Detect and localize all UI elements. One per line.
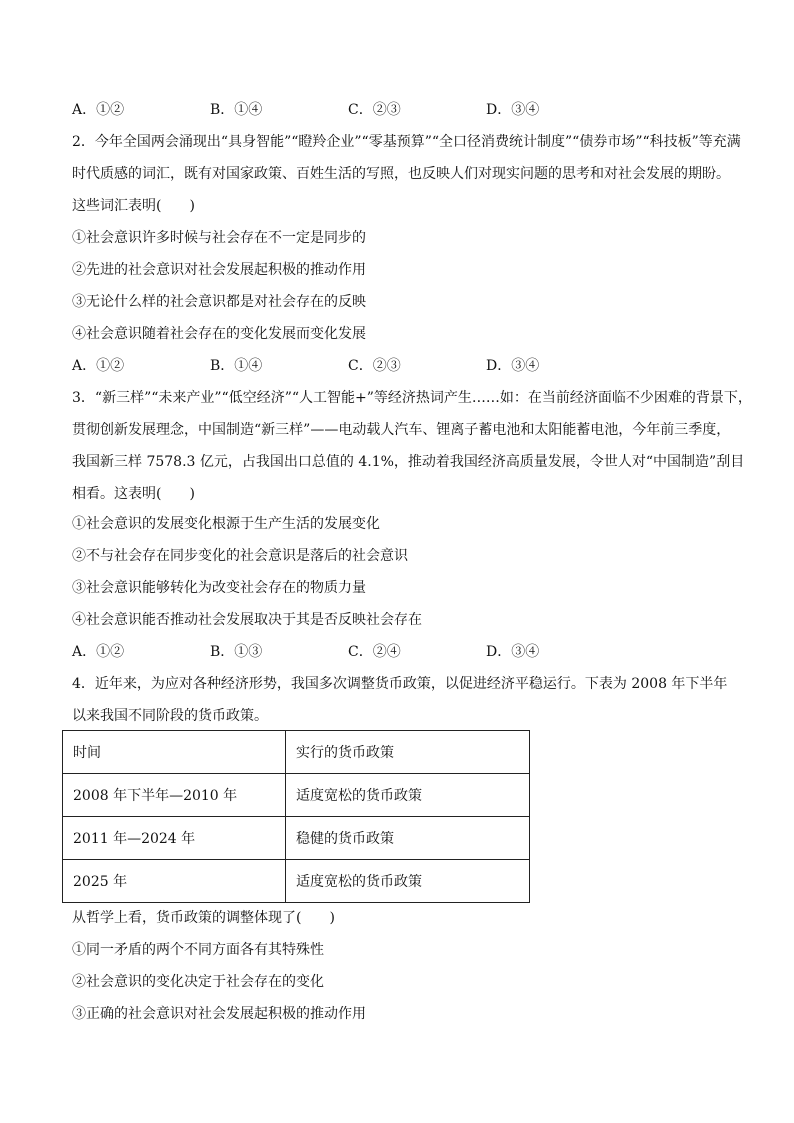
table-cell-policy: 适度宽松的货币政策 xyxy=(286,860,530,903)
q3-stem-line-3: 我国新三样 7578.3 亿元，占我国出口总值的 4.1%，推动着我国经济高质量发展，令世人对“中国制造”刮目 xyxy=(72,454,745,470)
q2-option-c[interactable]: C．②③ xyxy=(348,358,401,374)
q2-option-b[interactable]: B．①④ xyxy=(210,358,263,374)
table-header-policy: 实行的货币政策 xyxy=(286,731,530,774)
q1-option-c[interactable]: C．②③ xyxy=(348,102,401,118)
q3-item-1: ①社会意识的发展变化根源于生产生活的发展变化 xyxy=(72,516,380,532)
q2-stem-line-3: 这些词汇表明( ) xyxy=(72,198,195,214)
q3-item-4: ④社会意识能否推动社会发展取决于其是否反映社会存在 xyxy=(72,612,422,628)
table-row xyxy=(63,817,530,860)
q3-option-d[interactable]: D．③④ xyxy=(486,644,540,660)
table-header-row xyxy=(63,731,530,774)
q2-options xyxy=(72,356,732,376)
table-row xyxy=(63,774,530,817)
table-cell-policy: 稳健的货币政策 xyxy=(286,817,530,860)
q1-option-b[interactable]: B．①④ xyxy=(210,102,263,118)
q2-item-1: ①社会意识许多时候与社会存在不一定是同步的 xyxy=(72,230,366,246)
q1-options xyxy=(72,100,732,120)
monetary-policy-table xyxy=(62,730,530,903)
q4-question: 从哲学上看，货币政策的调整体现了( ) xyxy=(72,910,335,926)
q3-option-b[interactable]: B．①③ xyxy=(210,644,263,660)
q2-option-d[interactable]: D．③④ xyxy=(486,358,540,374)
q2-stem-line-2: 时代质感的词汇，既有对国家政策、百姓生活的写照，也反映人们对现实问题的思考和对社会发展的期盼。 xyxy=(72,166,730,182)
table-cell-time: 2011 年—2024 年 xyxy=(63,817,286,860)
table-cell-time: 2025 年 xyxy=(63,860,286,903)
q3-stem-line-4: 相看。这表明( ) xyxy=(72,486,195,502)
q3-item-3: ③社会意识能够转化为改变社会存在的物质力量 xyxy=(72,580,366,596)
table-cell-time: 2008 年下半年—2010 年 xyxy=(63,774,286,817)
q2-item-3: ③无论什么样的社会意识都是对社会存在的反映 xyxy=(72,294,366,310)
table-cell-policy: 适度宽松的货币政策 xyxy=(286,774,530,817)
q1-option-a[interactable]: A．①② xyxy=(72,102,125,118)
table-row xyxy=(63,860,530,903)
q2-option-a[interactable]: A．①② xyxy=(72,358,125,374)
q2-stem-line-1: 2．今年全国两会涌现出“具身智能”“瞪羚企业”“零基预算”“全口径消费统计制度”“债券市场”“科技板”等充满 xyxy=(72,134,741,150)
q4-item-3: ③正确的社会意识对社会发展起积极的推动作用 xyxy=(72,1006,366,1022)
q4-item-2: ②社会意识的变化决定于社会存在的变化 xyxy=(72,974,324,990)
q3-options xyxy=(72,642,732,662)
table-header-time: 时间 xyxy=(63,731,286,774)
q3-stem-line-1: 3．“新三样”“未来产业”“低空经济”“人工智能+”等经济热词产生……如：在当前经济面临不少困难的背景下， xyxy=(72,390,752,406)
q1-option-d[interactable]: D．③④ xyxy=(486,102,540,118)
q4-item-1: ①同一矛盾的两个不同方面各有其特殊性 xyxy=(72,942,324,958)
q3-stem-line-2: 贯彻创新发展理念，中国制造“新三样”——电动载人汽车、锂离子蓄电池和太阳能蓄电池，今年前三季度， xyxy=(72,422,731,438)
q3-item-2: ②不与社会存在同步变化的社会意识是落后的社会意识 xyxy=(72,548,408,564)
q4-stem-line-2: 以来我国不同阶段的货币政策。 xyxy=(72,708,268,724)
q2-item-2: ②先进的社会意识对社会发展起积极的推动作用 xyxy=(72,262,366,278)
q3-option-c[interactable]: C．②④ xyxy=(348,644,401,660)
q3-option-a[interactable]: A．①② xyxy=(72,644,125,660)
q4-stem-line-1: 4．近年来，为应对各种经济形势，我国多次调整货币政策，以促进经济平稳运行。下表为 2008 年下半年 xyxy=(72,676,728,692)
q2-item-4: ④社会意识随着社会存在的变化发展而变化发展 xyxy=(72,326,366,342)
